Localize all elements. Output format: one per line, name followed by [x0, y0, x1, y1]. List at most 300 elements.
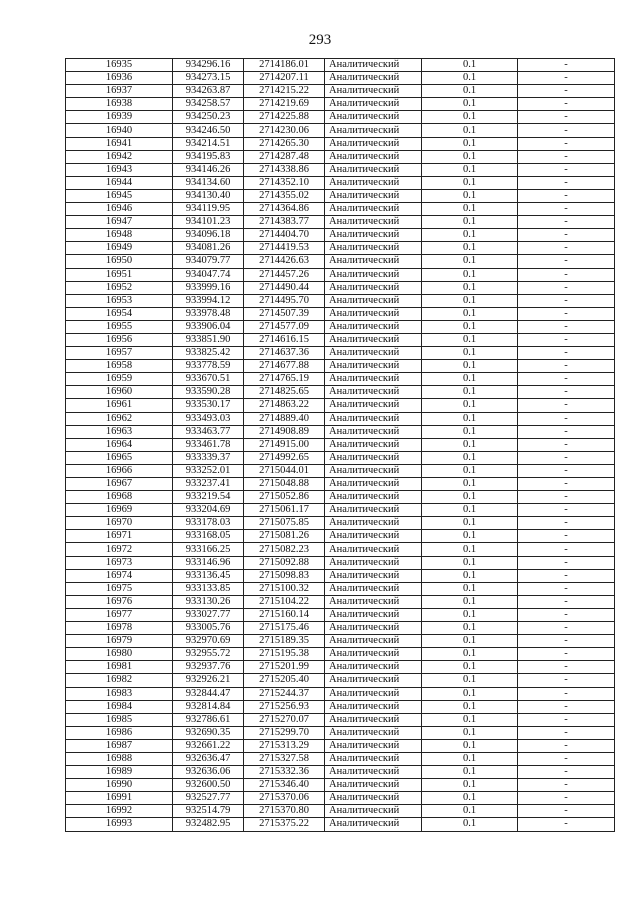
method-cell: Аналитический	[325, 661, 422, 674]
table-row	[66, 608, 615, 621]
accuracy-cell: 0.1	[422, 124, 518, 137]
accuracy-cell: 0.1	[422, 491, 518, 504]
y-coordinate-cell: 2714765.19	[244, 373, 325, 386]
method-cell: Аналитический	[325, 687, 422, 700]
y-coordinate-cell: 2715100.32	[244, 582, 325, 595]
accuracy-cell: 0.1	[422, 216, 518, 229]
x-coordinate-cell: 933027.77	[173, 608, 244, 621]
note-cell: -	[518, 320, 615, 333]
table-row	[66, 504, 615, 517]
table-row	[66, 478, 615, 491]
table-row	[66, 582, 615, 595]
x-coordinate-cell: 933530.17	[173, 399, 244, 412]
method-cell: Аналитический	[325, 216, 422, 229]
point-number-cell: 16946	[66, 203, 173, 216]
accuracy-cell: 0.1	[422, 137, 518, 150]
y-coordinate-cell: 2714863.22	[244, 399, 325, 412]
table-row	[66, 111, 615, 124]
y-coordinate-cell: 2714992.65	[244, 451, 325, 464]
accuracy-cell: 0.1	[422, 674, 518, 687]
y-coordinate-cell: 2714219.69	[244, 98, 325, 111]
x-coordinate-cell: 934246.50	[173, 124, 244, 137]
table-row	[66, 386, 615, 399]
point-number-cell: 16959	[66, 373, 173, 386]
note-cell: -	[518, 229, 615, 242]
point-number-cell: 16966	[66, 464, 173, 477]
table-row	[66, 661, 615, 674]
method-cell: Аналитический	[325, 818, 422, 831]
y-coordinate-cell: 2714338.86	[244, 163, 325, 176]
method-cell: Аналитический	[325, 399, 422, 412]
table-row	[66, 307, 615, 320]
method-cell: Аналитический	[325, 438, 422, 451]
table-row	[66, 752, 615, 765]
point-number-cell: 16960	[66, 386, 173, 399]
x-coordinate-cell: 933590.28	[173, 386, 244, 399]
y-coordinate-cell: 2714230.06	[244, 124, 325, 137]
method-cell: Аналитический	[325, 726, 422, 739]
method-cell: Аналитический	[325, 242, 422, 255]
method-cell: Аналитический	[325, 268, 422, 281]
x-coordinate-cell: 934263.87	[173, 85, 244, 98]
x-coordinate-cell: 932955.72	[173, 648, 244, 661]
table-row	[66, 294, 615, 307]
accuracy-cell: 0.1	[422, 517, 518, 530]
accuracy-cell: 0.1	[422, 608, 518, 621]
x-coordinate-cell: 933237.41	[173, 478, 244, 491]
y-coordinate-cell: 2714457.26	[244, 268, 325, 281]
x-coordinate-cell: 933166.25	[173, 543, 244, 556]
point-number-cell: 16982	[66, 674, 173, 687]
x-coordinate-cell: 933493.03	[173, 412, 244, 425]
accuracy-cell: 0.1	[422, 203, 518, 216]
y-coordinate-cell: 2715052.86	[244, 491, 325, 504]
note-cell: -	[518, 412, 615, 425]
method-cell: Аналитический	[325, 517, 422, 530]
accuracy-cell: 0.1	[422, 622, 518, 635]
y-coordinate-cell: 2715189.35	[244, 635, 325, 648]
note-cell: -	[518, 294, 615, 307]
accuracy-cell: 0.1	[422, 648, 518, 661]
x-coordinate-cell: 932636.06	[173, 766, 244, 779]
note-cell: -	[518, 59, 615, 72]
point-number-cell: 16956	[66, 333, 173, 346]
point-number-cell: 16937	[66, 85, 173, 98]
table-body	[66, 59, 615, 832]
method-cell: Аналитический	[325, 766, 422, 779]
point-number-cell: 16972	[66, 543, 173, 556]
accuracy-cell: 0.1	[422, 242, 518, 255]
point-number-cell: 16961	[66, 399, 173, 412]
point-number-cell: 16978	[66, 622, 173, 635]
coordinates-table	[65, 58, 615, 832]
accuracy-cell: 0.1	[422, 189, 518, 202]
note-cell: -	[518, 216, 615, 229]
note-cell: -	[518, 569, 615, 582]
x-coordinate-cell: 933463.77	[173, 425, 244, 438]
note-cell: -	[518, 281, 615, 294]
table-row	[66, 59, 615, 72]
x-coordinate-cell: 932600.50	[173, 779, 244, 792]
y-coordinate-cell: 2714507.39	[244, 307, 325, 320]
accuracy-cell: 0.1	[422, 307, 518, 320]
point-number-cell: 16950	[66, 255, 173, 268]
accuracy-cell: 0.1	[422, 268, 518, 281]
accuracy-cell: 0.1	[422, 163, 518, 176]
method-cell: Аналитический	[325, 530, 422, 543]
accuracy-cell: 0.1	[422, 229, 518, 242]
point-number-cell: 16983	[66, 687, 173, 700]
x-coordinate-cell: 932786.61	[173, 713, 244, 726]
y-coordinate-cell: 2714383.77	[244, 216, 325, 229]
x-coordinate-cell: 932636.47	[173, 752, 244, 765]
x-coordinate-cell: 932926.21	[173, 674, 244, 687]
method-cell: Аналитический	[325, 72, 422, 85]
y-coordinate-cell: 2714495.70	[244, 294, 325, 307]
y-coordinate-cell: 2715044.01	[244, 464, 325, 477]
point-number-cell: 16970	[66, 517, 173, 530]
note-cell: -	[518, 98, 615, 111]
method-cell: Аналитический	[325, 464, 422, 477]
table-row	[66, 674, 615, 687]
method-cell: Аналитический	[325, 360, 422, 373]
point-number-cell: 16973	[66, 556, 173, 569]
point-number-cell: 16943	[66, 163, 173, 176]
point-number-cell: 16936	[66, 72, 173, 85]
method-cell: Аналитический	[325, 373, 422, 386]
accuracy-cell: 0.1	[422, 150, 518, 163]
note-cell: -	[518, 189, 615, 202]
note-cell: -	[518, 504, 615, 517]
note-cell: -	[518, 478, 615, 491]
table-row	[66, 792, 615, 805]
method-cell: Аналитический	[325, 608, 422, 621]
point-number-cell: 16953	[66, 294, 173, 307]
x-coordinate-cell: 934047.74	[173, 268, 244, 281]
x-coordinate-cell: 933994.12	[173, 294, 244, 307]
method-cell: Аналитический	[325, 386, 422, 399]
method-cell: Аналитический	[325, 478, 422, 491]
method-cell: Аналитический	[325, 347, 422, 360]
note-cell: -	[518, 582, 615, 595]
y-coordinate-cell: 2715048.88	[244, 478, 325, 491]
y-coordinate-cell: 2714215.22	[244, 85, 325, 98]
note-cell: -	[518, 203, 615, 216]
accuracy-cell: 0.1	[422, 726, 518, 739]
method-cell: Аналитический	[325, 281, 422, 294]
x-coordinate-cell: 933999.16	[173, 281, 244, 294]
y-coordinate-cell: 2714637.36	[244, 347, 325, 360]
x-coordinate-cell: 932970.69	[173, 635, 244, 648]
x-coordinate-cell: 934119.95	[173, 203, 244, 216]
method-cell: Аналитический	[325, 622, 422, 635]
table-row	[66, 399, 615, 412]
table-row	[66, 491, 615, 504]
y-coordinate-cell: 2714908.89	[244, 425, 325, 438]
method-cell: Аналитический	[325, 294, 422, 307]
x-coordinate-cell: 934146.26	[173, 163, 244, 176]
method-cell: Аналитический	[325, 425, 422, 438]
y-coordinate-cell: 2714616.15	[244, 333, 325, 346]
point-number-cell: 16979	[66, 635, 173, 648]
method-cell: Аналитический	[325, 543, 422, 556]
x-coordinate-cell: 933204.69	[173, 504, 244, 517]
note-cell: -	[518, 595, 615, 608]
method-cell: Аналитический	[325, 805, 422, 818]
method-cell: Аналитический	[325, 739, 422, 752]
note-cell: -	[518, 491, 615, 504]
x-coordinate-cell: 932814.84	[173, 700, 244, 713]
note-cell: -	[518, 72, 615, 85]
table-row	[66, 98, 615, 111]
point-number-cell: 16957	[66, 347, 173, 360]
y-coordinate-cell: 2715332.36	[244, 766, 325, 779]
y-coordinate-cell: 2715104.22	[244, 595, 325, 608]
accuracy-cell: 0.1	[422, 425, 518, 438]
point-number-cell: 16952	[66, 281, 173, 294]
table-row	[66, 425, 615, 438]
table-row	[66, 373, 615, 386]
method-cell: Аналитический	[325, 779, 422, 792]
x-coordinate-cell: 932482.95	[173, 818, 244, 831]
point-number-cell: 16964	[66, 438, 173, 451]
note-cell: -	[518, 818, 615, 831]
method-cell: Аналитический	[325, 595, 422, 608]
x-coordinate-cell: 934195.83	[173, 150, 244, 163]
x-coordinate-cell: 932690.35	[173, 726, 244, 739]
table-row	[66, 648, 615, 661]
note-cell: -	[518, 85, 615, 98]
accuracy-cell: 0.1	[422, 98, 518, 111]
note-cell: -	[518, 530, 615, 543]
method-cell: Аналитический	[325, 176, 422, 189]
method-cell: Аналитический	[325, 189, 422, 202]
point-number-cell: 16985	[66, 713, 173, 726]
y-coordinate-cell: 2714825.65	[244, 386, 325, 399]
method-cell: Аналитический	[325, 229, 422, 242]
y-coordinate-cell: 2715313.29	[244, 739, 325, 752]
table-row	[66, 451, 615, 464]
note-cell: -	[518, 360, 615, 373]
y-coordinate-cell: 2715375.22	[244, 818, 325, 831]
table-row	[66, 360, 615, 373]
table-row	[66, 818, 615, 831]
note-cell: -	[518, 268, 615, 281]
table-row	[66, 805, 615, 818]
accuracy-cell: 0.1	[422, 595, 518, 608]
x-coordinate-cell: 934273.15	[173, 72, 244, 85]
y-coordinate-cell: 2714352.10	[244, 176, 325, 189]
x-coordinate-cell: 932527.77	[173, 792, 244, 805]
note-cell: -	[518, 792, 615, 805]
table-row	[66, 464, 615, 477]
table-row	[66, 176, 615, 189]
note-cell: -	[518, 438, 615, 451]
x-coordinate-cell: 933130.26	[173, 595, 244, 608]
point-number-cell: 16942	[66, 150, 173, 163]
table-row	[66, 595, 615, 608]
note-cell: -	[518, 739, 615, 752]
accuracy-cell: 0.1	[422, 687, 518, 700]
x-coordinate-cell: 934296.16	[173, 59, 244, 72]
y-coordinate-cell: 2714577.09	[244, 320, 325, 333]
point-number-cell: 16987	[66, 739, 173, 752]
y-coordinate-cell: 2714426.63	[244, 255, 325, 268]
table-row	[66, 622, 615, 635]
y-coordinate-cell: 2715061.17	[244, 504, 325, 517]
accuracy-cell: 0.1	[422, 281, 518, 294]
note-cell: -	[518, 700, 615, 713]
table-row	[66, 72, 615, 85]
accuracy-cell: 0.1	[422, 386, 518, 399]
x-coordinate-cell: 934214.51	[173, 137, 244, 150]
accuracy-cell: 0.1	[422, 504, 518, 517]
method-cell: Аналитический	[325, 713, 422, 726]
point-number-cell: 16986	[66, 726, 173, 739]
accuracy-cell: 0.1	[422, 412, 518, 425]
page-number: 293	[308, 32, 332, 48]
method-cell: Аналитический	[325, 111, 422, 124]
x-coordinate-cell: 933851.90	[173, 333, 244, 346]
method-cell: Аналитический	[325, 412, 422, 425]
accuracy-cell: 0.1	[422, 779, 518, 792]
method-cell: Аналитический	[325, 203, 422, 216]
x-coordinate-cell: 933670.51	[173, 373, 244, 386]
x-coordinate-cell: 933778.59	[173, 360, 244, 373]
method-cell: Аналитический	[325, 307, 422, 320]
point-number-cell: 16948	[66, 229, 173, 242]
note-cell: -	[518, 648, 615, 661]
x-coordinate-cell: 932844.47	[173, 687, 244, 700]
x-coordinate-cell: 933136.45	[173, 569, 244, 582]
point-number-cell: 16941	[66, 137, 173, 150]
method-cell: Аналитический	[325, 137, 422, 150]
note-cell: -	[518, 333, 615, 346]
accuracy-cell: 0.1	[422, 792, 518, 805]
note-cell: -	[518, 373, 615, 386]
y-coordinate-cell: 2715370.06	[244, 792, 325, 805]
y-coordinate-cell: 2715081.26	[244, 530, 325, 543]
table-row	[66, 163, 615, 176]
y-coordinate-cell: 2715244.37	[244, 687, 325, 700]
accuracy-cell: 0.1	[422, 399, 518, 412]
table-row	[66, 137, 615, 150]
table-row	[66, 229, 615, 242]
table-row	[66, 739, 615, 752]
note-cell: -	[518, 347, 615, 360]
table-row	[66, 700, 615, 713]
table-row	[66, 713, 615, 726]
table-row	[66, 320, 615, 333]
accuracy-cell: 0.1	[422, 111, 518, 124]
accuracy-cell: 0.1	[422, 766, 518, 779]
table-row	[66, 766, 615, 779]
method-cell: Аналитический	[325, 451, 422, 464]
y-coordinate-cell: 2715195.38	[244, 648, 325, 661]
point-number-cell: 16949	[66, 242, 173, 255]
method-cell: Аналитический	[325, 255, 422, 268]
table-row	[66, 517, 615, 530]
point-number-cell: 16969	[66, 504, 173, 517]
point-number-cell: 16940	[66, 124, 173, 137]
y-coordinate-cell: 2714915.00	[244, 438, 325, 451]
accuracy-cell: 0.1	[422, 464, 518, 477]
note-cell: -	[518, 163, 615, 176]
y-coordinate-cell: 2715092.88	[244, 556, 325, 569]
point-number-cell: 16967	[66, 478, 173, 491]
x-coordinate-cell: 934079.77	[173, 255, 244, 268]
point-number-cell: 16990	[66, 779, 173, 792]
point-number-cell: 16939	[66, 111, 173, 124]
note-cell: -	[518, 425, 615, 438]
x-coordinate-cell: 933339.37	[173, 451, 244, 464]
point-number-cell: 16981	[66, 661, 173, 674]
note-cell: -	[518, 176, 615, 189]
accuracy-cell: 0.1	[422, 320, 518, 333]
note-cell: -	[518, 242, 615, 255]
accuracy-cell: 0.1	[422, 360, 518, 373]
point-number-cell: 16974	[66, 569, 173, 582]
x-coordinate-cell: 932661.22	[173, 739, 244, 752]
point-number-cell: 16977	[66, 608, 173, 621]
y-coordinate-cell: 2714889.40	[244, 412, 325, 425]
point-number-cell: 16991	[66, 792, 173, 805]
table-row	[66, 779, 615, 792]
note-cell: -	[518, 307, 615, 320]
note-cell: -	[518, 805, 615, 818]
accuracy-cell: 0.1	[422, 805, 518, 818]
method-cell: Аналитический	[325, 648, 422, 661]
point-number-cell: 16975	[66, 582, 173, 595]
x-coordinate-cell: 934081.26	[173, 242, 244, 255]
y-coordinate-cell: 2714404.70	[244, 229, 325, 242]
method-cell: Аналитический	[325, 85, 422, 98]
accuracy-cell: 0.1	[422, 85, 518, 98]
method-cell: Аналитический	[325, 582, 422, 595]
y-coordinate-cell: 2715327.58	[244, 752, 325, 765]
table-row	[66, 347, 615, 360]
x-coordinate-cell: 933978.48	[173, 307, 244, 320]
point-number-cell: 16947	[66, 216, 173, 229]
table-row	[66, 412, 615, 425]
point-number-cell: 16968	[66, 491, 173, 504]
table-row	[66, 85, 615, 98]
note-cell: -	[518, 137, 615, 150]
y-coordinate-cell: 2714355.02	[244, 189, 325, 202]
table-row	[66, 556, 615, 569]
y-coordinate-cell: 2714490.44	[244, 281, 325, 294]
point-number-cell: 16980	[66, 648, 173, 661]
y-coordinate-cell: 2715201.99	[244, 661, 325, 674]
table-row	[66, 726, 615, 739]
point-number-cell: 16945	[66, 189, 173, 202]
note-cell: -	[518, 255, 615, 268]
method-cell: Аналитический	[325, 163, 422, 176]
y-coordinate-cell: 2715082.23	[244, 543, 325, 556]
accuracy-cell: 0.1	[422, 72, 518, 85]
table-row	[66, 530, 615, 543]
x-coordinate-cell: 932937.76	[173, 661, 244, 674]
table-row	[66, 150, 615, 163]
point-number-cell: 16958	[66, 360, 173, 373]
x-coordinate-cell: 933005.76	[173, 622, 244, 635]
point-number-cell: 16963	[66, 425, 173, 438]
table-row	[66, 635, 615, 648]
accuracy-cell: 0.1	[422, 451, 518, 464]
x-coordinate-cell: 934101.23	[173, 216, 244, 229]
x-coordinate-cell: 933133.85	[173, 582, 244, 595]
y-coordinate-cell: 2714677.88	[244, 360, 325, 373]
